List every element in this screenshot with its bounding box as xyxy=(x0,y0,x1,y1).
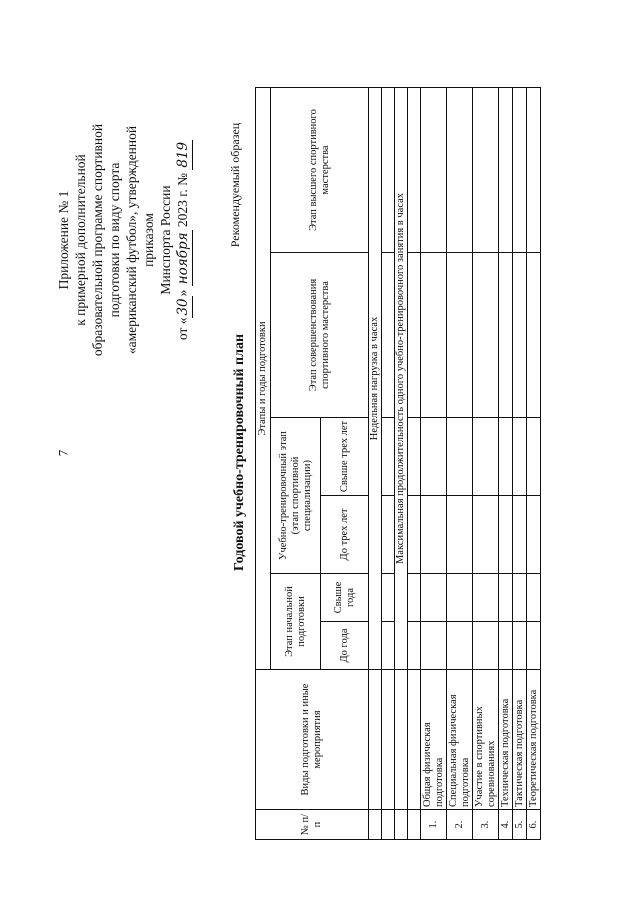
header-improvement-stage: Этап совершенствования спортивного мастерства xyxy=(271,253,369,418)
header-higher-stage: Этап высшего спортивного мастерства xyxy=(271,88,369,253)
table-row: 1. Общая физическая подготовка xyxy=(421,88,447,840)
header-over-3-years: Свыше трех лет xyxy=(321,418,369,496)
header-up-to-1-year: До года xyxy=(321,622,369,670)
appendix-line: приказом xyxy=(141,213,156,267)
header-types: Виды подготовки и иные мероприятия xyxy=(256,670,369,810)
header-over-1-year: Свыше года xyxy=(321,574,369,622)
table-row: 4. Техническая подготовка xyxy=(499,88,513,840)
sample-label: Рекомендуемый образец xyxy=(228,122,242,248)
table-row: 5. Тактическая подготовка xyxy=(513,88,527,840)
header-stages: Этапы и годы подготовки xyxy=(256,88,271,670)
appendix-line: «американский футбол», утвержденной xyxy=(124,125,139,355)
header-initial-stage: Этап начальной подготовки xyxy=(271,574,321,670)
header-training-stage: Учебно-тренировочный этап (этап спортивной специализации) xyxy=(271,418,321,574)
appendix-line: Минспорта России xyxy=(158,185,173,295)
table-row: 2. Специальная физическая подготовка xyxy=(447,88,473,840)
training-plan-table xyxy=(255,87,541,840)
header-number: № п/п xyxy=(256,810,369,840)
appendix-line: к примерной дополнительной xyxy=(73,154,88,326)
appendix-line: Приложение № 1 xyxy=(56,190,71,290)
appendix-line: подготовки по виду спорта xyxy=(107,162,122,318)
table-row: 3. Участие в спортивных соревнованиях xyxy=(473,88,499,840)
weekly-load-header: Недельная нагрузка в часах xyxy=(369,88,382,670)
max-duration-header: Максимальная продолжительность одного учебно-тренировочного занятия в часах xyxy=(395,88,408,670)
handwritten-day: 30 xyxy=(175,298,191,316)
handwritten-month: ноября xyxy=(175,232,191,285)
page-number: 7 xyxy=(55,449,71,457)
appendix-date-line: от «30» ноября 2023 г. № 819 xyxy=(175,141,191,341)
appendix-block xyxy=(55,30,193,450)
table-row: 6. Теоретическая подготовка xyxy=(527,88,541,840)
header-up-to-3-years: До трех лет xyxy=(321,496,369,574)
appendix-line: образовательной программе спортивной xyxy=(90,123,105,357)
document-title: Годовой учебно-тренировочный план xyxy=(232,333,247,572)
handwritten-number: 819 xyxy=(175,141,191,168)
